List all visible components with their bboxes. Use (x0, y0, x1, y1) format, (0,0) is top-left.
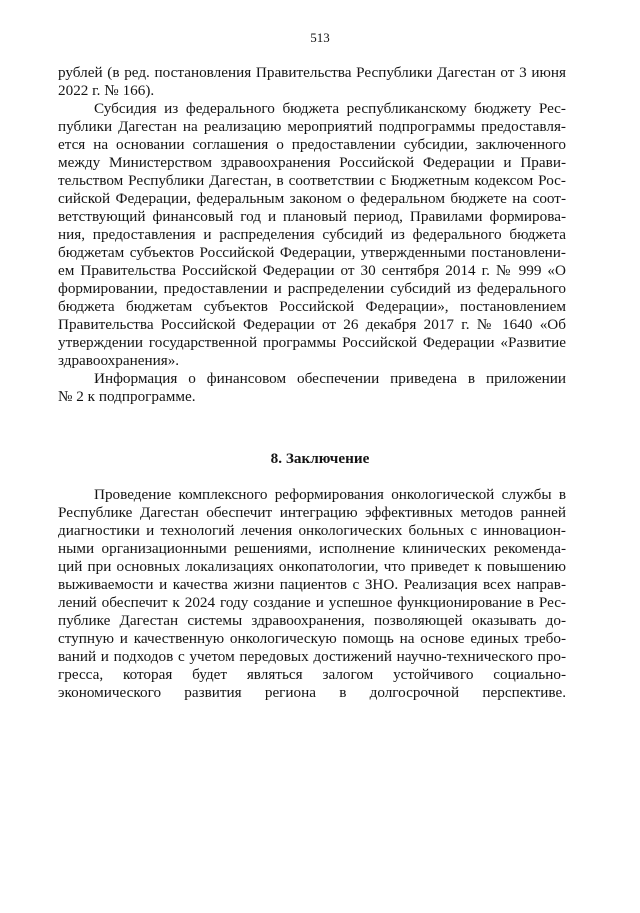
paragraph-line: утверждении государственной программы Российской Федерации «Развитие (58, 334, 566, 351)
paragraph-line: Субсидия из федерального бюджета республиканскому бюджету Рес- (94, 100, 566, 117)
paragraph-line: выживаемости и качества жизни пациентов с ЗНО. Реализация всех направ- (58, 576, 566, 593)
paragraph-line: ными организационными решениями, исполнение клинических рекоменда- (58, 540, 566, 557)
paragraph-line: ступную и качественную онкологическую помощь на основе единых требо- (58, 630, 566, 647)
paragraph-line: ций при основных локализациях онкопатологии, что приведет к повышению (58, 558, 566, 575)
paragraph-line: Проведение комплексного реформирования онкологической службы в (94, 486, 566, 503)
paragraph-line: сийской Федерации, федеральным законом о федеральном бюджете на соот- (58, 190, 566, 207)
section-heading: 8. Заключение (270, 450, 370, 467)
paragraph-line: экономического развития региона в долгосрочной перспективе. (58, 684, 566, 701)
paragraph-line: Информация о финансовом обеспечении приведена в приложении (94, 370, 566, 387)
paragraph-line: здравоохранения». (58, 352, 180, 369)
paragraph-line: публике Дагестан системы здравоохранения, позволяющей оказывать до- (58, 612, 566, 629)
paragraph-line: гресса, которая будет являться залогом устойчивого социально- (58, 666, 566, 683)
paragraph-line: бюджета бюджетам субъектов Российской Федерации», постановлением (58, 298, 566, 315)
paragraph-line: Правительства Российской Федерации от 26 декабря 2017 г. № 1640 «Об (58, 316, 566, 333)
paragraph-line: ется на основании соглашения о предоставлении субсидии, заключенного (58, 136, 566, 153)
paragraph-line: ваний и подходов с учетом передовых достижений научно-технического про- (58, 648, 566, 665)
paragraph-line: бюджетам субъектов Российской Федерации, утвержденными постановлени- (58, 244, 566, 261)
paragraph-line: между Министерством здравоохранения Российской Федерации и Прави- (58, 154, 566, 171)
page-number: 513 (310, 30, 330, 45)
paragraph-line: лений обеспечит к 2024 году создание и успешное функционирование в Рес- (58, 594, 566, 611)
paragraph-line: ем Правительства Российской Федерации от 30 сентября 2014 г. № 999 «О (58, 262, 566, 279)
paragraph-line: тельством Республики Дагестан, в соответствии с Бюджетным кодексом Рос- (58, 172, 566, 189)
paragraph-line: публики Дагестан на реализацию мероприятий подпрограммы предоставля- (58, 118, 566, 135)
paragraph-line: формировании, предоставлении и распределении субсидий из федерального (58, 280, 566, 297)
paragraph-line: ветствующий финансовый год и плановый период, Правилами формирова- (58, 208, 566, 225)
paragraph-line: диагностики и технологий лечения онкологических больных с инновацион- (58, 522, 566, 539)
paragraph-line: № 2 к подпрограмме. (58, 388, 196, 405)
paragraph-line: 2022 г. № 166). (58, 82, 155, 99)
paragraph-line: ния, предоставления и распределения субсидий из федерального бюджета (58, 226, 566, 243)
paragraph-line: рублей (в ред. постановления Правительства Республики Дагестан от 3 июня (58, 64, 566, 81)
paragraph-line: Республике Дагестан обеспечит интеграцию эффективных методов ранней (58, 504, 566, 521)
